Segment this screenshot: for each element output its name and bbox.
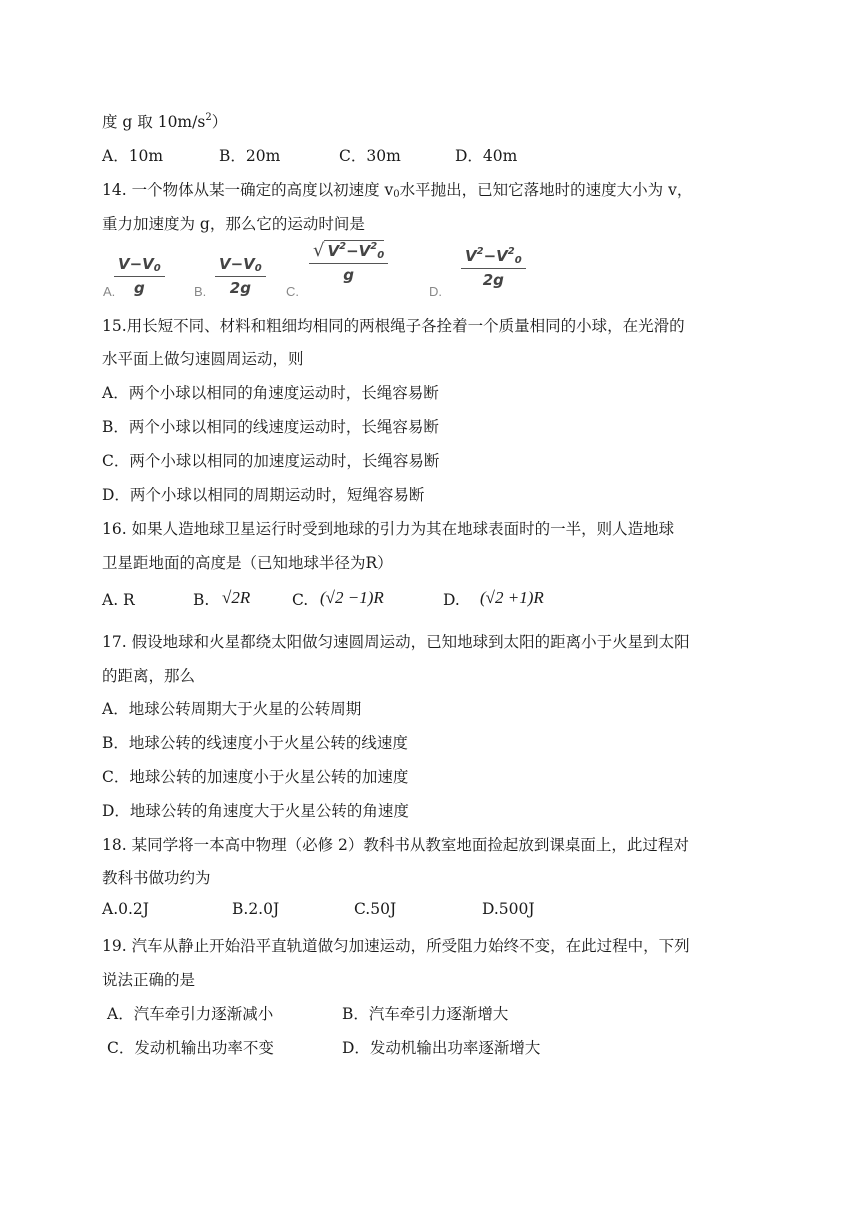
q13-option-d: D．40m bbox=[455, 147, 518, 165]
q14-option-a-fraction: $\frac{V-V_0}{g}$ bbox=[114, 255, 165, 297]
q18-option-c: C.50J bbox=[354, 900, 397, 918]
q19-option-a: A．汽车牵引力逐渐减小 bbox=[107, 1005, 274, 1023]
q19-option-d: D．发动机输出功率逐渐增大 bbox=[342, 1039, 541, 1057]
q18-option-d: D.500J bbox=[482, 900, 535, 918]
q16-stem-line1: 16. 如果人造地球卫星运行时受到地球的引力为其在地球表面时的一半，则人造地球 bbox=[102, 520, 675, 538]
q18-stem-line1: 18. 某同学将一本高中物理（必修 2）教科书从教室地面捡起放到课桌面上，此过程对 bbox=[102, 836, 689, 854]
q18-stem-line2: 教科书做功约为 bbox=[102, 869, 211, 887]
q14-stem-line1: 14. 一个物体从某一确定的高度以初速度 $v_0$水平抛出，已知它落地时的速度大小为 v， bbox=[102, 181, 693, 200]
q15-option-a: A．两个小球以相同的角速度运动时，长绳容易断 bbox=[102, 384, 439, 402]
q18-option-b: B.2.0J bbox=[232, 900, 280, 918]
q16-option-b-math: √2R bbox=[222, 588, 251, 607]
q19-option-c: C．发动机输出功率不变 bbox=[107, 1039, 274, 1057]
q18-option-a: A.0.2J bbox=[102, 900, 149, 918]
q14-option-c-letter: C. bbox=[286, 284, 299, 299]
q14-stem-line2: 重力加速度为 g，那么它的运动时间是 bbox=[102, 215, 365, 233]
q14-option-c-fraction: $\frac{√ V^2-V^2_0}{g}$ bbox=[309, 240, 388, 284]
q16-stem-line2: 卫星距地面的高度是（已知地球半径为R） bbox=[102, 554, 393, 572]
q15-stem-line2: 水平面上做匀速圆周运动，则 bbox=[102, 350, 304, 368]
q16-option-a: A. R bbox=[102, 591, 135, 609]
q14-option-b-fraction: $\frac{V-V_0}{2g}$ bbox=[215, 255, 266, 297]
q15-stem-line1: 15.用长短不同、材料和粗细均相同的两根绳子各拴着一个质量相同的小球，在光滑的 bbox=[102, 317, 685, 335]
q19-stem-line2: 说法正确的是 bbox=[102, 971, 196, 989]
q14-option-a-letter: A. bbox=[103, 284, 116, 299]
q13-option-b: B．20m bbox=[219, 147, 281, 165]
q19-option-b: B．汽车牵引力逐渐增大 bbox=[342, 1005, 509, 1023]
q19-stem-line1: 19. 汽车从静止开始沿平直轨道做匀加速运动，所受阻力始终不变，在此过程中，下列 bbox=[102, 937, 690, 955]
q17-stem-line1: 17. 假设地球和火星都绕太阳做匀速圆周运动，已知地球到太阳的距离小于火星到太阳 bbox=[102, 633, 690, 651]
q14-option-b-letter: B. bbox=[194, 284, 207, 299]
q17-option-a: A．地球公转周期大于火星的公转周期 bbox=[102, 700, 362, 718]
q16-option-c-label: C. bbox=[292, 591, 309, 609]
q16-option-d-label: D. bbox=[443, 591, 460, 609]
q14-option-d-fraction: $\frac{V^2-V^2_0}{2g}$ bbox=[461, 246, 526, 289]
q17-option-b: B．地球公转的线速度小于火星公转的线速度 bbox=[102, 734, 408, 752]
q13-option-c: C．30m bbox=[339, 147, 401, 165]
q14-option-d-letter: D. bbox=[429, 284, 442, 299]
q15-option-b: B．两个小球以相同的线速度运动时，长绳容易断 bbox=[102, 418, 439, 436]
q17-stem-line2: 的距离，那么 bbox=[102, 667, 196, 685]
q15-option-d: D．两个小球以相同的周期运动时，短绳容易断 bbox=[102, 486, 425, 504]
q16-option-b-label: B. bbox=[193, 591, 210, 609]
q15-option-c: C．两个小球以相同的加速度运动时，长绳容易断 bbox=[102, 452, 440, 470]
q17-option-c: C．地球公转的加速度小于火星公转的加速度 bbox=[102, 768, 409, 786]
q16-option-c-math: (√2 −1)R bbox=[320, 588, 384, 607]
q16-option-d-math: (√2 +1)R bbox=[480, 588, 544, 607]
q13-continuation: 度 g 取 $10m/s^2$） bbox=[102, 112, 228, 131]
q17-option-d: D．地球公转的角速度大于火星公转的角速度 bbox=[102, 802, 409, 820]
q13-option-a: A．10m bbox=[102, 147, 164, 165]
